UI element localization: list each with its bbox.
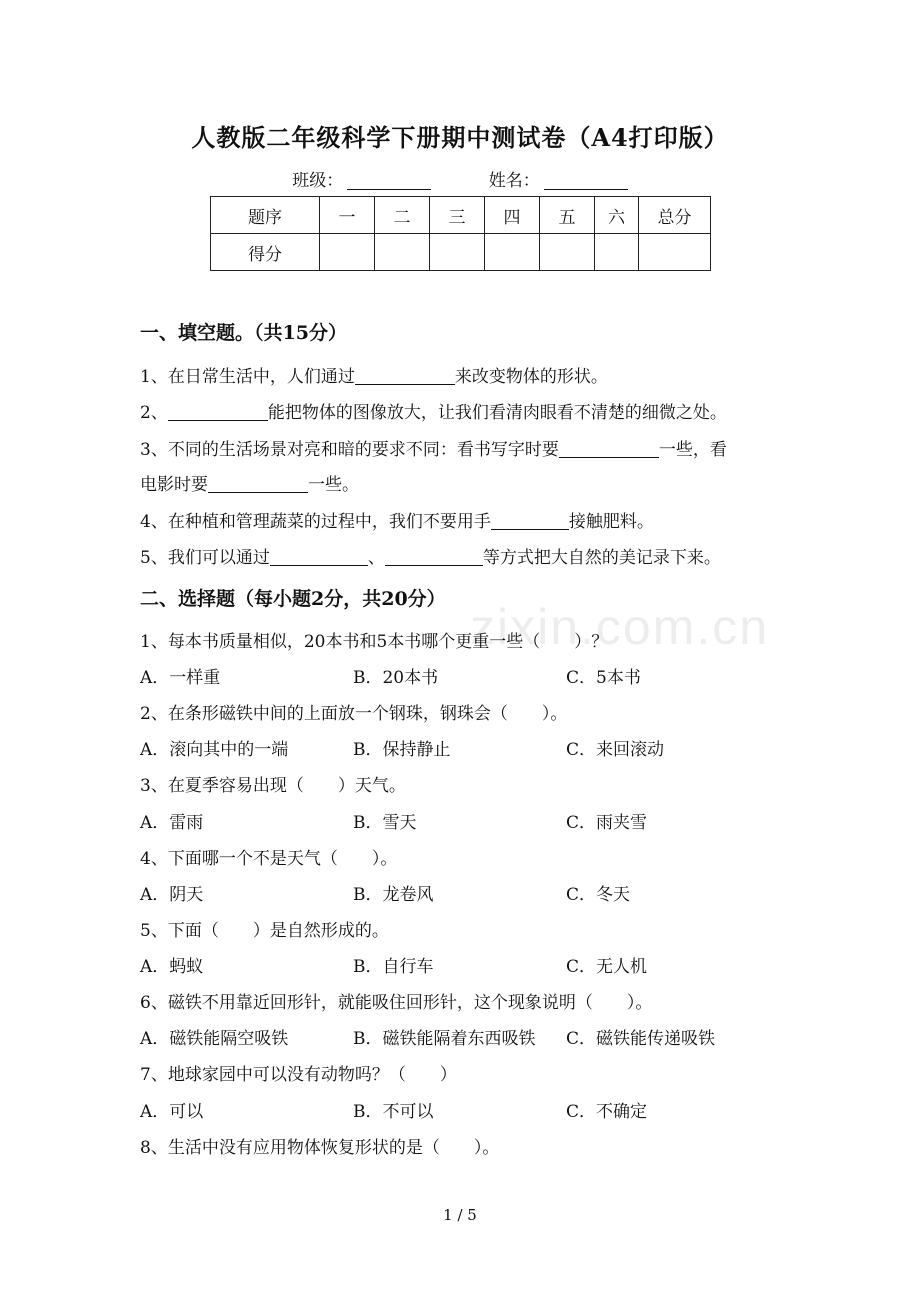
name-blank xyxy=(544,171,628,190)
watermark: zixin.com.cn xyxy=(470,599,770,655)
choice-option-b: B．保持静止 xyxy=(353,740,451,760)
choice-option-c: C．磁铁能传递吸铁 xyxy=(566,1029,716,1049)
choice-option-a: A．可以 xyxy=(140,1102,204,1122)
score-header-cell: 三 xyxy=(430,197,485,234)
score-header-cell: 总分 xyxy=(639,197,711,234)
score-cell xyxy=(430,234,485,271)
fill-question-1 xyxy=(140,362,608,387)
choice-question-stem: 8、生活中没有应用物体恢复形状的是（ ）。 xyxy=(140,1138,500,1158)
score-row-label: 得分 xyxy=(211,234,320,271)
q3-text-d: 一些。 xyxy=(308,475,359,495)
choice-option-b: B．磁铁能隔着东西吸铁 xyxy=(353,1029,536,1049)
q5-text-a: 5、我们可以通过 xyxy=(140,548,270,568)
page-title: 人教版二年级科学下册期中测试卷（A4打印版） xyxy=(191,123,729,152)
fill-question-4 xyxy=(140,507,654,532)
choice-question-stem: 6、磁铁不用靠近回形针，就能吸住回形针，这个现象说明（ ）。 xyxy=(140,993,653,1013)
choice-option-a: A．滚向其中的一端 xyxy=(140,740,289,760)
answer-blank xyxy=(208,474,308,493)
score-header-cell: 二 xyxy=(375,197,430,234)
choice-question-stem: 1、每本书质量相似，20本书和5本书哪个更重一些（ ）？ xyxy=(140,632,609,652)
choice-option-c: C．不确定 xyxy=(566,1102,648,1122)
score-header-cell: 五 xyxy=(540,197,595,234)
score-header-cell: 六 xyxy=(595,197,639,234)
section-1-title: 一、填空题。（共15分） xyxy=(140,322,347,344)
fill-question-5 xyxy=(140,543,721,568)
q4-text-a: 4、在种植和管理蔬菜的过程中，我们不要用手 xyxy=(140,512,491,532)
score-table xyxy=(210,196,711,271)
choice-option-a: A．蚂蚁 xyxy=(140,957,204,977)
fill-question-3 xyxy=(140,435,727,460)
choice-option-a: A．磁铁能隔空吸铁 xyxy=(140,1029,289,1049)
score-cell xyxy=(595,234,639,271)
choice-option-b: B．龙卷风 xyxy=(353,885,434,905)
class-label: 班级： xyxy=(292,171,344,191)
choice-option-c: C．雨夹雪 xyxy=(566,813,648,833)
choice-option-c: C．无人机 xyxy=(566,957,648,977)
score-cell xyxy=(485,234,540,271)
q3-text-c: 电影时要 xyxy=(140,475,208,495)
answer-blank xyxy=(385,547,483,566)
student-info xyxy=(0,166,920,191)
choice-option-b: B．雪天 xyxy=(353,813,417,833)
choice-option-c: C．冬天 xyxy=(566,885,631,905)
q3-text-a: 3、不同的生活场景对亮和暗的要求不同：看书写字时要 xyxy=(140,440,559,460)
choice-option-b: B．20本书 xyxy=(353,668,439,688)
q2-text-a: 2、 xyxy=(140,403,168,423)
q5-text-c: 等方式把大自然的美记录下来。 xyxy=(482,548,721,568)
class-blank xyxy=(347,171,431,190)
choice-question-stem: 3、在夏季容易出现（ ）天气。 xyxy=(140,776,406,796)
name-field xyxy=(489,166,628,191)
fill-question-3-cont xyxy=(140,470,359,495)
q5-text-b: 、 xyxy=(367,548,385,568)
answer-blank xyxy=(559,439,659,458)
page-number: 1 / 5 xyxy=(443,1206,477,1224)
choice-question-stem: 2、在条形磁铁中间的上面放一个钢珠，钢珠会（ ）。 xyxy=(140,704,568,724)
score-cell xyxy=(540,234,595,271)
choice-question-stem: 7、地球家园中可以没有动物吗？（ ） xyxy=(140,1065,457,1085)
name-label: 姓名： xyxy=(488,171,540,191)
q4-text-b: 接触肥料。 xyxy=(568,512,654,532)
section-2-title: 二、选择题（每小题2分，共20分） xyxy=(140,588,446,610)
answer-blank xyxy=(168,402,268,421)
score-cell xyxy=(375,234,430,271)
class-field xyxy=(292,166,431,191)
choice-option-a: A．阴天 xyxy=(140,885,204,905)
score-table-score-row xyxy=(211,234,711,271)
choice-option-a: A．一样重 xyxy=(140,668,221,688)
q1-text-b: 来改变物体的形状。 xyxy=(454,367,608,387)
choice-question-stem: 4、下面哪一个不是天气（ ）。 xyxy=(140,849,398,869)
fill-question-2 xyxy=(140,398,727,423)
score-header-cell: 一 xyxy=(320,197,375,234)
choice-option-c: C．5本书 xyxy=(566,668,641,688)
choice-option-b: B．不可以 xyxy=(353,1102,434,1122)
answer-blank xyxy=(270,547,368,566)
answer-blank xyxy=(491,511,569,530)
score-header-cell: 四 xyxy=(485,197,540,234)
score-cell xyxy=(639,234,711,271)
score-header-cell: 题序 xyxy=(211,197,320,234)
q3-text-b: 一些，看 xyxy=(658,440,727,460)
score-cell xyxy=(320,234,375,271)
choice-question-stem: 5、下面（ ）是自然形成的。 xyxy=(140,921,389,941)
choice-option-c: C．来回滚动 xyxy=(566,740,665,760)
q2-text-b: 能把物体的图像放大，让我们看清肉眼看不清楚的细微之处。 xyxy=(267,403,727,423)
q1-text-a: 1、在日常生活中，人们通过 xyxy=(140,367,355,387)
choice-option-b: B．自行车 xyxy=(353,957,434,977)
answer-blank xyxy=(355,366,455,385)
score-table-header-row xyxy=(211,197,711,234)
choice-option-a: A．雷雨 xyxy=(140,813,204,833)
